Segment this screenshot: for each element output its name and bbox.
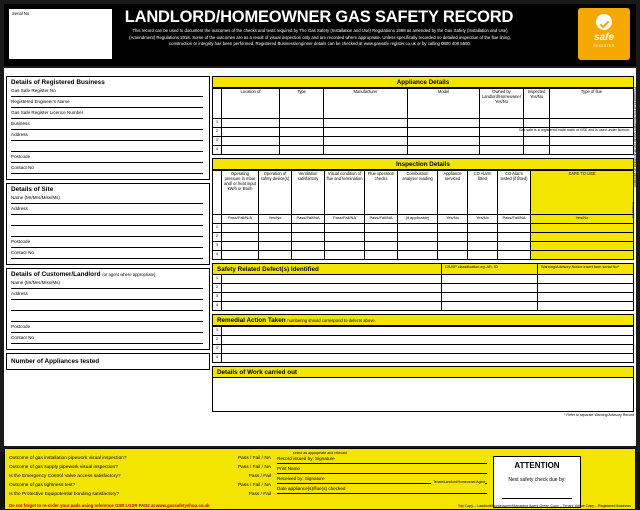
sub-appliance-serviced: Yes/No [438,215,468,224]
table-row[interactable] [213,251,634,260]
row-number: 1 [213,224,222,233]
outcome-row[interactable] [9,456,271,465]
outcome-row[interactable] [9,465,271,474]
cell[interactable] [480,146,524,155]
cell[interactable] [408,119,480,128]
appliance-details-title: Appliance Details [212,76,634,88]
field-row[interactable] [11,313,205,324]
cell[interactable] [365,251,398,260]
cell[interactable] [438,233,468,242]
row-number: 4 [213,354,222,363]
photocopy-side-note: Photocopies of this document should not be accepted as validation. [633,86,637,188]
cell[interactable] [222,137,280,146]
cell[interactable] [259,233,292,242]
defects-header [212,263,634,274]
col-operating-pressure: Operating pressure in mbar and/ or heat input kW/h or Btu/h [222,171,259,215]
cell[interactable] [524,119,550,128]
cell[interactable] [398,224,438,233]
cell[interactable] [498,224,531,233]
outcome-question: Outcome of gas supply pipework visual inspection? [9,465,118,470]
cell[interactable] [325,251,365,260]
table-row[interactable] [213,327,634,336]
cell[interactable] [538,275,634,284]
table-row[interactable] [213,354,634,363]
select-note: select as appropriate and relevant [292,451,348,455]
version-note: Version 8.6 [631,202,635,218]
col-co-alarm-fitted: CO Alarm fitted [468,171,498,215]
copy-distribution-note: Top Copy – Landlord/Homeowner/Managing Agent Green Copy – Tenant Yellow Copy – Registered Business [457,504,631,508]
bottom-footer [9,503,631,508]
sub-flue-condition: Pass/Fail/NA [325,215,365,224]
row-number: 1 [213,275,222,284]
checkmark-icon [596,14,612,30]
field-row[interactable]: Postcode [11,239,205,250]
table-row[interactable] [213,275,634,284]
cell[interactable] [280,119,324,128]
customer-landlord-title: Details of Customer/Landlord (or agent where appropriate) [11,271,156,278]
page-title: LANDLORD/HOMEOWNER GAS SAFETY RECORD [124,8,514,26]
cell[interactable] [280,128,324,137]
cell[interactable] [398,251,438,260]
cell[interactable] [222,327,634,336]
cell[interactable] [498,242,531,251]
field-row[interactable]: Registered Engineer's Name [11,99,205,110]
attention-line: Next safety check due by: [508,477,566,483]
row-number: 2 [213,336,222,345]
document-header [4,4,636,66]
field-row[interactable]: Contact No [11,250,205,261]
outcome-answer[interactable]: Pass / Fail [248,492,271,497]
outcome-answer[interactable]: Pass / Fail / NA [237,483,271,488]
cell[interactable] [222,293,442,302]
cell[interactable] [438,242,468,251]
cell[interactable] [222,302,442,311]
cell[interactable] [531,224,634,233]
bottom-section [4,448,636,510]
cell[interactable] [280,137,324,146]
work-carried-out-area[interactable] [212,378,634,412]
cell[interactable] [538,302,634,311]
cell[interactable] [292,251,325,260]
col-location: Location of [222,89,280,119]
cell[interactable] [222,242,259,251]
row-number: 4 [213,251,222,260]
header-legal-text: This record can be used to document the outcomes of the checks and tests required by The Gas Safety (Installation and Use) Regulations 1998 as amended by the Gas Safety (Installation and Use) (Amendment) Regulations 2018. Some of the outcomes are as a result of visual inspection only and are recorded where appropriate. Unless specifically recorded no detailed inspection of the flue lining, construction or integrity has been performed. Registered Business/engineer details can be checked at www.gassafe register.co.uk or by calling 0800 408 5500. [129,28,511,47]
remedial-action-table [212,326,634,363]
cell[interactable] [408,128,480,137]
table-row[interactable] [213,137,634,146]
outcome-row[interactable] [9,483,271,492]
defects-title: Safety Related Defect(s) Identified [217,265,319,273]
col-co-alarm-tested: CO Alarm tested (if fitted) [498,171,531,215]
sub-co-alarm-fitted: Yes/No [468,215,498,224]
cell[interactable] [524,137,550,146]
signature-block [271,456,489,508]
sub-operating-pressure: Pass/Fail/N/A [222,215,259,224]
next-check-date-field[interactable] [502,498,572,499]
cell[interactable] [222,119,280,128]
cell[interactable] [498,233,531,242]
bottom-columns [9,456,631,508]
col-flue-condition: Visual condition of flue and termination [325,171,365,215]
field-row[interactable]: Name (Mr/Mrs/Miss/Ms) [11,195,205,206]
col-safety-device: Operation of safety device(s) [259,171,292,215]
gas-safe-register-logo [578,8,630,60]
registered-business-panel [6,76,210,180]
cell[interactable] [222,251,259,260]
cell[interactable] [222,354,634,363]
field-row[interactable]: Gas Safe Register Licence Number [11,110,205,121]
cell[interactable] [438,224,468,233]
cell[interactable] [365,242,398,251]
sub-co-alarm-tested: Pass/Fail/NA [498,215,531,224]
cell[interactable] [365,224,398,233]
cell[interactable] [325,233,365,242]
customer-landlord-panel [6,268,210,350]
work-carried-out-title: Details of Work carried out [212,366,634,378]
cell[interactable] [538,284,634,293]
warning-record-footnote: * Refer to separate Warning/Advisory Record [564,413,634,417]
outcome-answer[interactable]: Pass / Fail [248,474,271,479]
cell[interactable] [222,233,259,242]
inspection-details-title: Inspection Details [212,158,634,170]
cell[interactable] [538,293,634,302]
row-number: 4 [213,146,222,155]
cell[interactable] [408,137,480,146]
cell [213,215,222,224]
cell[interactable] [408,146,480,155]
cell[interactable] [498,251,531,260]
field-row[interactable] [11,217,205,228]
cell[interactable] [398,233,438,242]
field-row[interactable] [11,302,205,313]
field-row[interactable] [11,143,205,154]
cell[interactable] [442,275,538,284]
cell[interactable] [292,242,325,251]
cell[interactable] [325,242,365,251]
row-number: 3 [213,345,222,354]
document-body [4,68,636,446]
inspection-details-table [212,170,634,260]
row-number: 2 [213,233,222,242]
cell[interactable] [259,251,292,260]
table-row[interactable] [213,345,634,354]
number-of-appliances-field[interactable] [6,353,210,370]
cell[interactable] [222,146,280,155]
cell[interactable] [365,233,398,242]
outcome-row[interactable] [9,474,271,483]
cell[interactable] [222,345,634,354]
field-row[interactable]: Contact No [11,165,205,176]
col-safe-to-use: SAFE TO USE [531,171,634,215]
cell[interactable] [324,119,408,128]
cell[interactable] [325,224,365,233]
cell[interactable] [480,137,524,146]
cell[interactable] [531,242,634,251]
left-column [6,76,210,444]
record-issued-signature-row[interactable]: Record issued by: Signature [277,456,489,466]
cell[interactable] [550,146,634,155]
field-row[interactable]: Name (Mr/Mrs/Miss/Ms) [11,280,205,291]
cell[interactable] [468,242,498,251]
table-header-row [213,89,634,119]
row-number-header [213,171,222,215]
cell[interactable] [292,224,325,233]
cell[interactable] [468,233,498,242]
row-number: 4 [213,302,222,311]
trademark-note: Gas safe is a registered trade mark of HSE and is used under licence. [518,128,630,132]
field-row[interactable]: Address [11,206,205,217]
outcome-question: Is the Emergency Control Valve access satisfactory? [9,474,121,479]
cell[interactable] [324,128,408,137]
sub-safe-to-use: Yes/No [531,215,634,224]
outcome-answer[interactable]: Pass / Fail / NA [237,456,271,461]
cell[interactable] [222,128,280,137]
table-header-row [213,171,634,215]
cell[interactable] [480,119,524,128]
attention-box [493,456,581,508]
outcome-question: Outcome of gas installation pipework visual inspection? [9,456,127,461]
field-row[interactable]: Address [11,132,205,143]
cell[interactable] [438,251,468,260]
appliance-details-table [212,88,634,155]
col-manufacturer: Manufacturer [324,89,408,119]
table-row[interactable] [213,224,634,233]
table-row[interactable] [213,146,634,155]
field-row[interactable]: Postcode [11,154,205,165]
sub-safety-device: Yes/No [259,215,292,224]
field-row[interactable]: Contact No [11,335,205,346]
field-row[interactable]: Address [11,291,205,302]
cell[interactable] [468,251,498,260]
cell[interactable] [468,224,498,233]
cell[interactable] [280,146,324,155]
row-number: 2 [213,128,222,137]
sub-flue-operation: Pass/Fail/NA [365,215,398,224]
field-row[interactable] [11,228,205,239]
cell[interactable] [398,242,438,251]
row-number-header [213,89,222,119]
serial-number-label: Serial No [12,11,30,16]
table-row[interactable] [213,302,634,311]
table-row[interactable] [213,284,634,293]
col-model: Model [408,89,480,119]
cell[interactable] [480,128,524,137]
received-by-hint: Tenant/Landlord/Homeowner/Agent [433,480,485,484]
cell[interactable] [442,293,538,302]
remedial-action-title: Remedial Action Taken numbering should correspond to defects above. [212,314,634,326]
col-type: Type [280,89,324,119]
defects-classification-header: GIUSP classification eg. AR, ID [441,264,537,274]
table-subheader-row [213,215,634,224]
cell[interactable] [222,336,634,345]
sub-combustion-analyser: (if applicable) [398,215,438,224]
site-details-panel [6,183,210,265]
cell[interactable] [442,302,538,311]
table-row[interactable] [213,128,634,137]
col-combustion-analyser: Combustion analyser reading [398,171,438,215]
site-details-title: Details of Site [11,186,54,193]
cell[interactable] [222,224,259,233]
table-row[interactable] [213,293,634,302]
outcome-answer[interactable]: Pass / Fail / NA [237,465,271,470]
cell[interactable] [222,275,442,284]
received-by-signature-row[interactable]: Received by: Signature Tenant/Landlord/Homeowner/Agent [277,476,485,484]
defects-table [212,274,634,311]
outcome-row[interactable] [9,492,271,501]
cell[interactable] [550,119,634,128]
col-appliance-serviced: Appliance serviced [438,171,468,215]
attention-heading: ATTENTION [514,461,560,470]
cell[interactable] [324,146,408,155]
cell[interactable] [442,284,538,293]
number-of-appliances-label: Number of Appliances tested [11,358,100,365]
print-name-row[interactable]: Print Name [277,466,489,476]
cell[interactable] [222,284,442,293]
col-owned-by: Owned by Landlord/Homeowner Yes/No [480,89,524,119]
row-number: 1 [213,119,222,128]
field-row[interactable]: Business [11,121,205,132]
table-row[interactable] [213,233,634,242]
cell[interactable] [292,233,325,242]
table-row[interactable] [213,336,634,345]
right-column [212,76,634,444]
row-number: 3 [213,293,222,302]
outcome-question: Outcome of gas tightness test? [9,483,76,488]
table-row[interactable] [213,119,634,128]
row-number: 3 [213,242,222,251]
cell[interactable] [550,137,634,146]
cell[interactable] [531,251,634,260]
col-ventilation: Ventilation satisfactory [292,171,325,215]
table-row[interactable] [213,242,634,251]
defects-warning-notice-header: Warning/Advisory Notice insert form serial No* [537,264,633,274]
sub-ventilation: Pass/Fail/NA [292,215,325,224]
col-inspected: Inspected Yes/No [524,89,550,119]
cell[interactable] [524,128,550,137]
reorder-note: Do not forget to re-order your pads using reference GSR LGSR PAD2 at www.gassafetyshop.co.uk [9,503,210,508]
cell[interactable] [550,128,634,137]
cell[interactable] [259,224,292,233]
cell[interactable] [531,233,634,242]
cell[interactable] [259,242,292,251]
row-number: 2 [213,284,222,293]
col-type-of-flue: Type of flue [550,89,634,119]
cell[interactable] [524,146,550,155]
row-number: 1 [213,327,222,336]
col-flue-operation: Flue operation checks [365,171,398,215]
cell[interactable] [324,137,408,146]
date-checked-row[interactable]: Date appliance(s)/flue(s) checked [277,486,489,496]
field-row[interactable]: Gas Safe Register No [11,88,205,99]
outcome-question: Is the Protective Equipotential bonding satisfactory? [9,492,120,497]
serial-number-box[interactable] [8,8,113,60]
logo-wordmark: safe [593,32,614,43]
logo-subtext: REGISTER [593,44,615,48]
row-number: 3 [213,137,222,146]
registered-business-title: Details of Registered Business [11,79,105,86]
field-row[interactable]: Postcode [11,324,205,335]
outcome-questions [9,456,271,508]
